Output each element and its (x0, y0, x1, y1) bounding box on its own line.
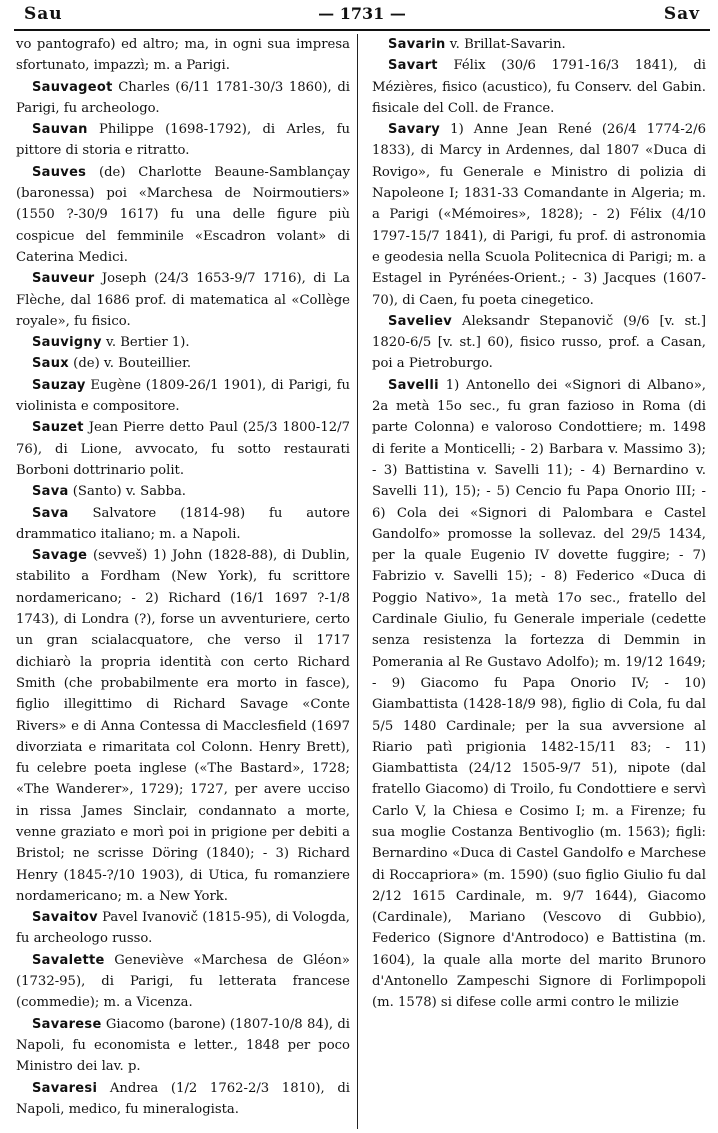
headword: Sauvan (32, 122, 88, 138)
headword: Savary (388, 122, 441, 138)
headword: Savaitov (32, 910, 98, 926)
header-rule (14, 29, 710, 31)
headword: Sauves (32, 164, 87, 180)
headword: Sava (32, 505, 69, 521)
headword: Sava (32, 484, 69, 500)
entry-text: Geneviève «Marchesa de Gléon» (1732-95), di Parigi, fu letterata francese (commedie); m. a Vicenza. (16, 952, 350, 1011)
entry (372, 34, 706, 55)
entry-text: (Santo) v. Sabba. (68, 484, 186, 500)
entry-text: Pavel Ivanovič (1815-95), di Vologda, fu archeologo russo. (16, 910, 350, 947)
headword: Savage (32, 548, 88, 564)
entry-text: Charles (6/11 1781-30/3 1860), di Parigi, fu archeologo. (16, 79, 350, 116)
entry-text: Philippe (1698-1792), di Arles, fu pittore di storia e ritratto. (16, 122, 350, 159)
entry (16, 1014, 350, 1078)
entry (16, 907, 350, 950)
headword: Saveliev (388, 313, 453, 329)
right-column (372, 34, 706, 1014)
entry (16, 417, 350, 481)
entry (16, 162, 350, 268)
headword: Sauvigny (32, 335, 102, 351)
page-header (14, 2, 710, 28)
entry (16, 119, 350, 162)
page-number: — 1731 — (318, 4, 406, 23)
entry-text: Joseph (24/3 1653-9/7 1716), di La Flèche, dal 1686 prof. di matematica al «Collège royale», fu fisico. (16, 271, 350, 329)
entry-text: Eugène (1809-26/1 1901), di Parigi, fu violinista e compositore. (16, 377, 350, 415)
entry (16, 1078, 350, 1121)
left-column (16, 34, 350, 1120)
headword: Sauveur (32, 271, 95, 287)
entry-text: Andrea (1/2 1762-2/3 1810), di Napoli, medico, fu mineralogista. (16, 1080, 350, 1117)
entry (16, 332, 350, 353)
entry (16, 268, 350, 332)
entry-text: Aleksandr Stepanovič (9/6 [v. st.] 1820-6/5 [v. st.] 60), fisico russo, prof. a Casan, poi a Pietroburgo. (372, 313, 706, 372)
entry (16, 77, 350, 120)
headword: Savaresi (32, 1080, 98, 1096)
entry-text: (sevveš) 1) John (1828-88), di Dublin, stabilito a Fordham (New York), fu scrittore nordamericano; - 2) Richard (16/1 1697 ?-1/8 1743), di Londra (?), forse un avventuriere, certo un gran scialacquatore, che verso il 1717 dichiarò la propria identità con certo Richard Smith (che probabilmente era morto in fasce), figlio illegittimo di Richard Savage «Conte Rivers» e di Anna Contessa di Macclesfield (1697 divorziata e rimaritata col Colonn. Henry Brett), fu celebre poeta inglese («The Bastard», 1728; «The Wanderer», 1729); 1727, per avere ucciso in rissa James Sinclair, condannato a morte, venne graziato e morì poi in prigione per debiti a Bristol; ne scrisse Döring (1840); - 3) Richard Henry (1845-?/10 1903), di Utica, fu romanziere nordamericano; m. a New York. (16, 548, 350, 904)
header-right-guideword: Sav (663, 4, 700, 24)
entry-text: v. Brillat-Savarin. (445, 37, 566, 52)
entry-text: Félix (30/6 1791-16/3 1841), di Mézières, fisico (acustico), fu Conserv. del Gabin. fisicale del Coll. de France. (372, 58, 706, 116)
entry (16, 481, 350, 502)
headword: Savalette (32, 952, 105, 968)
entry (16, 950, 350, 1014)
header-left-guideword: Sau (24, 4, 63, 24)
entry (372, 55, 706, 119)
headword: Saux (32, 356, 69, 372)
entry-text: (de) Charlotte Beaune-Samblançay (baronessa) poi «Marchesa de Noirmoutiers» (1550 ?-30/9 1617) fu una delle figure più cospicue del femminile «Escadron volant» di Caterina Medici. (16, 164, 350, 265)
entry-text: 1) Antonello dei «Signori di Albano», 2a metà 15o sec., fu gran fazioso in Roma (di parte Colonna) e valoroso Condottiere; m. 1498 di ferite a Monticelli; - 2) Barbara v. Massimo 3); - 3) Battistina v. Savelli 11); - 4) Bernardino v. Savelli 11), 15); - 5) Cencio fu Papa Onorio III; - 6) Cola dei «Signori di Palombara e Castel Gandolfo» promosse la sollevaz. del 29/5 1434, per la quale Eugenio IV dovette fuggire; - 7) Fabrizio v. Savelli 15); - 8) Federico «Duca di Poggio Nativo», 1a metà 17o sec., fratello del Cardinale Giulio, fu Generale imperiale (cedette senza resistenza la fortezza di Demmin in Pomerania al Re Gustavo Adolfo); m. 19/12 1649; - 9) Giacomo fu Papa Onorio IV; - 10) Giambattista (1428-18/9 98), figlio di Cola, fu dal 5/5 1480 Cardinale; per la sua avversione al Riario patì prigionia 1482-15/11 83; - 11) Giambattista (24/12 1505-9/7 51), nipote (dal fratello Giacomo) di Troilo, fu Condottiere e servì Carlo V, la Chiesa e Cosimo I; m. a Firenze; fu sua moglie Costanza Bentivoglio (m. 1563); figli: Bernardino «Duca di Castel Gandolfo e Marchese di Roccapriora» (m. 1590) (suo figlio Giulio fu dal 2/12 1615 Cardinale, m. 9/7 1644), Giacomo (Cardinale), Mariano (Vescovo di Gubbio), Federico (Signore d'Antrodoco) e Battistina (m. 1604), la quale alla morte del marito Brunoro d'Antonello Zampeschi Signore di Forlimpopoli (m. 1578) si difese colle armi contro le milizie (372, 377, 706, 1011)
entry-text: Jean Pierre detto Paul (25/3 1800-12/7 76), di Lione, avvocato, fu sotto restaurati Borboni dottrinario polit. (16, 420, 350, 478)
headword: Sauvageot (32, 79, 113, 95)
entry (16, 375, 350, 418)
entry-text: v. Bertier 1). (101, 335, 190, 351)
entry (372, 311, 706, 375)
entry-text: 1) Anne Jean René (26/4 1774-2/6 1833), di Marcy in Ardennes, dal 1807 «Duca di Rovigo», fu Generale e Ministro di polizia di Napoleone I; 1831-33 Comandante in Algeria; m. a Parigi («Mémoires», 1828); - 2) Félix (4/10 1797-15/7 1841), di Parigi, fu prof. di astronomia e geodesia nella Scuola Politecnica di Parigi; m. a Estagel in Pyrénées-Orient.; - 3) Jacques (1607-70), di Caen, fu poeta cinegetico. (372, 122, 706, 308)
entry (372, 119, 706, 311)
column-divider (357, 34, 358, 1129)
entry (16, 353, 350, 374)
headword: Savelli (388, 377, 439, 393)
headword: Sauzay (32, 377, 86, 393)
entry-text: Salvatore (1814-98) fu autore drammatico italiano; m. a Napoli. (16, 505, 350, 542)
entry-text: vo pantografo) ed altro; ma, in ogni sua impresa sfortunato, impazzì; m. a Parigi. (16, 37, 350, 74)
headword: Savarese (32, 1016, 102, 1032)
headword: Sauzet (32, 420, 84, 436)
entry-text: Giacomo (barone) (1807-10/8 84), di Napoli, fu economista e letter., 1848 per poco Ministro dei lav. p. (16, 1016, 350, 1075)
headword: Savarin (388, 37, 446, 52)
entry (16, 503, 350, 546)
entry (16, 34, 350, 77)
entry-text: (de) v. Bouteillier. (68, 356, 192, 372)
entry (372, 375, 706, 1014)
headword: Savart (388, 58, 438, 74)
entry (16, 545, 350, 907)
